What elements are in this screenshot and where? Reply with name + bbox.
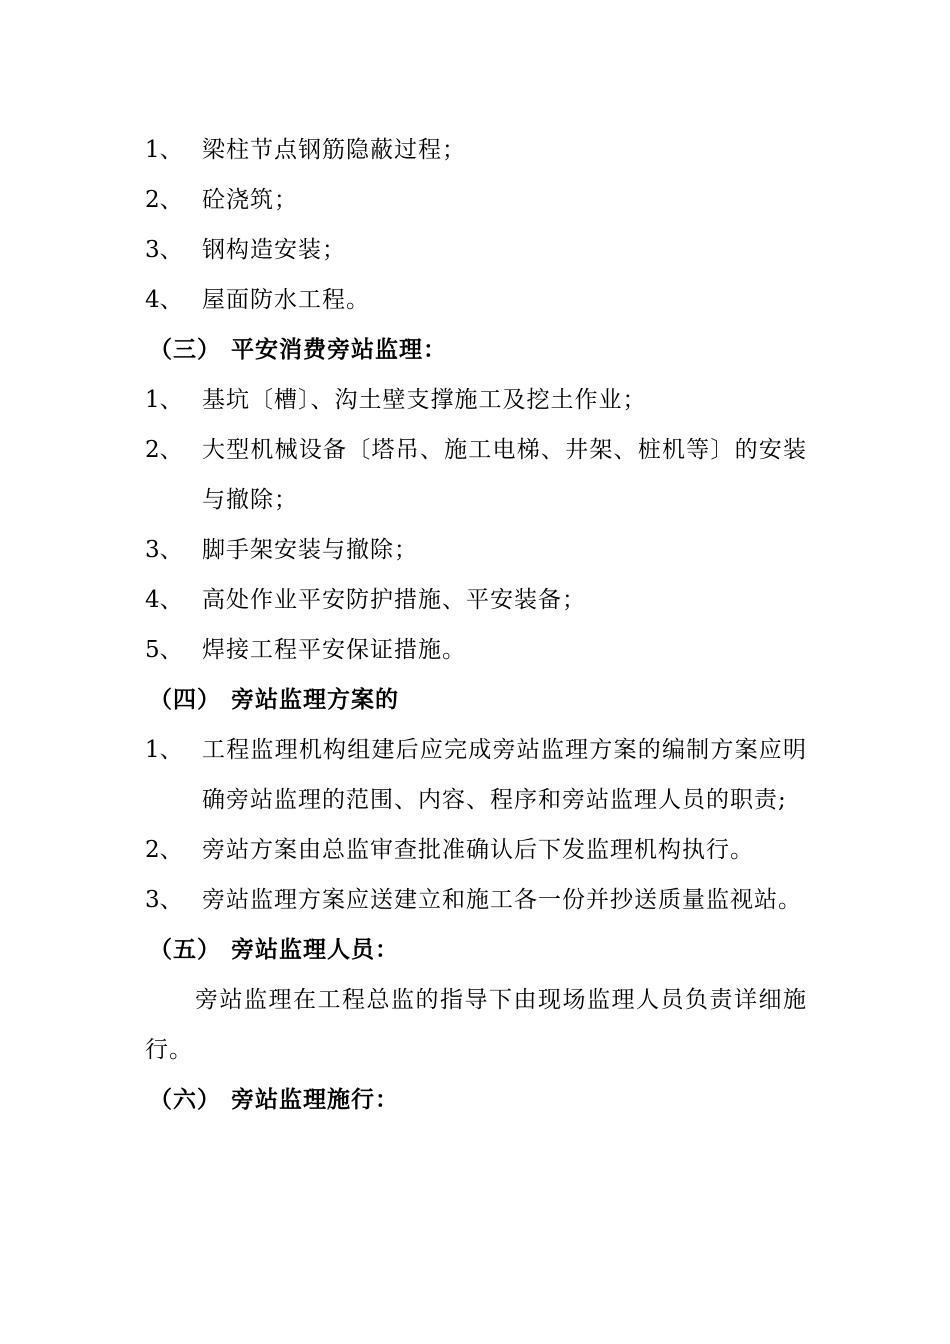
list-item-text: 砼浇筑；: [202, 187, 298, 213]
section-heading-number: （六）: [149, 1086, 221, 1113]
list-item: [145, 225, 807, 275]
section-heading-number: （五）: [149, 936, 221, 963]
list-item-text: 钢构造安装；: [202, 237, 346, 263]
list-item-number: 5、: [145, 637, 183, 663]
list-item: [145, 175, 807, 225]
section-heading-5: [145, 925, 807, 975]
list-item: [145, 625, 807, 675]
list-item-text: 焊接工程平安保证措施。: [202, 637, 466, 663]
list-item-number: 2、: [145, 837, 183, 863]
list-item: [145, 725, 807, 825]
section-heading-text: 旁站监理人员：: [231, 936, 399, 963]
list-item: [145, 375, 807, 425]
list-item-number: 3、: [145, 537, 183, 563]
list-item-text: 旁站方案由总监审查批准确认后下发监理机构执行。: [202, 837, 754, 863]
list-item: [145, 825, 807, 875]
section-heading-number: （三）: [149, 336, 221, 363]
list-item-text: 梁柱节点钢筋隐蔽过程；: [202, 137, 466, 163]
list-item-number: 3、: [145, 237, 183, 263]
list-item-text: 脚手架安装与撤除；: [202, 537, 418, 563]
body-paragraph: 旁站监理在工程总监的指导下由现场监理人员负责详细施行。: [145, 987, 807, 1063]
list-item: [145, 125, 807, 175]
list-item-number: 1、: [145, 737, 183, 763]
list-item-number: 4、: [145, 587, 183, 613]
section-heading-text: 平安消费旁站监理：: [231, 336, 447, 363]
section-heading-6: [145, 1075, 807, 1125]
list-item-number: 2、: [145, 187, 183, 213]
list-item-text: 屋面防水工程。: [202, 287, 370, 313]
list-item-text: 大型机械设备〔塔吊、施工电梯、井架、桩机等〕的安装与撤除；: [202, 437, 807, 513]
section-heading-text: 旁站监理施行：: [231, 1086, 399, 1113]
list-item-text: 旁站监理方案应送建立和施工各一份并抄送质量监视站。: [202, 887, 802, 913]
list-item: [145, 525, 807, 575]
list-item-text: 基坑〔槽〕、沟土壁支撑施工及挖土作业；: [202, 387, 647, 413]
list-item-text: 高处作业平安防护措施、平安装备；: [202, 587, 586, 613]
list-item-number: 2、: [145, 437, 183, 463]
list-item-number: 1、: [145, 137, 183, 163]
document-body: [145, 125, 807, 1125]
list-item-text: 工程监理机构组建后应完成旁站监理方案的编制方案应明确旁站监理的范围、内容、程序和旁站监理人员的职责;: [202, 737, 807, 813]
list-item: [145, 875, 807, 925]
section-heading-text: 旁站监理方案的: [231, 686, 399, 713]
list-item-number: 4、: [145, 287, 183, 313]
list-item: [145, 425, 807, 525]
section-heading-4: [145, 675, 807, 725]
list-item: [145, 575, 807, 625]
section-heading-3: [145, 325, 807, 375]
list-item-number: 1、: [145, 387, 183, 413]
list-item-number: 3、: [145, 887, 183, 913]
section-heading-number: （四）: [149, 686, 221, 713]
list-item: [145, 275, 807, 325]
